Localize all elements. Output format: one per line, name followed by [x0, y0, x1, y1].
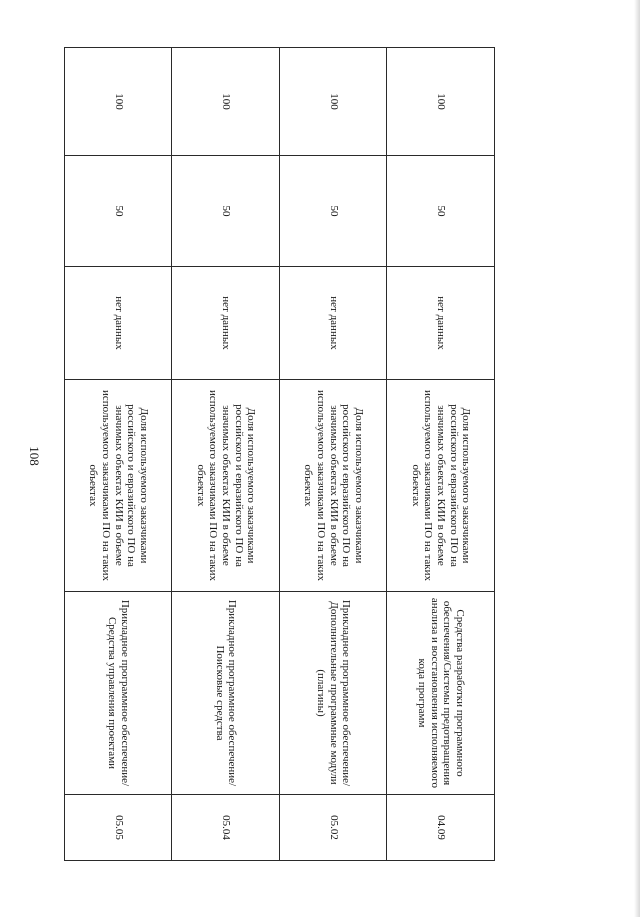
intermediate-value-cell: 50 — [172, 156, 280, 267]
software-class-cell: Прикладное программное обеспечение/Поисковые средства — [172, 592, 280, 795]
intermediate-value-cell: 50 — [65, 156, 173, 267]
class-code-cell: 05.04 — [172, 795, 280, 861]
base-value-cell: нет данных — [387, 267, 495, 380]
software-class-cell: Средства разработки программного обеспечения/Системы предотвращения анализа и восстановления исполняемого кода программ — [387, 592, 495, 795]
base-value-cell: нет данных — [172, 267, 280, 380]
class-code-cell: 05.05 — [65, 795, 173, 861]
target-value-cell: 100 — [172, 48, 280, 156]
table-row — [172, 48, 280, 861]
intermediate-value-cell: 50 — [387, 156, 495, 267]
scan-page-edge — [634, 0, 640, 917]
page-number: 108 — [27, 446, 42, 466]
table-row — [387, 48, 495, 861]
target-value-cell: 100 — [387, 48, 495, 156]
class-code-cell: 05.02 — [280, 795, 388, 861]
intermediate-value-cell: 50 — [280, 156, 388, 267]
indicator-cell: Доля используемого заказчиками российского и евразийского ПО на значимых объектах КИИ в объеме используемого заказчиками ПО на таких объектах — [172, 380, 280, 592]
target-value-cell: 100 — [65, 48, 173, 156]
table-row — [65, 48, 173, 861]
base-value-cell: нет данных — [280, 267, 388, 380]
data-table — [64, 47, 495, 861]
indicator-cell: Доля используемого заказчиками российского и евразийского ПО на значимых объектах КИИ в объеме используемого заказчиками ПО на таких объектах — [387, 380, 495, 592]
table-row — [280, 48, 388, 861]
indicator-cell: Доля используемого заказчиками российского и евразийского ПО на значимых объектах КИИ в объеме используемого заказчиками ПО на таких объектах — [65, 380, 173, 592]
indicator-cell: Доля используемого заказчиками российского и евразийского ПО на значимых объектах КИИ в объеме используемого заказчиками ПО на таких объектах — [280, 380, 388, 592]
software-class-cell: Прикладное программное обеспечение/Средства управления проектами — [65, 592, 173, 795]
software-class-cell: Прикладное программное обеспечение/Дополнительные программные модули (плагины) — [280, 592, 388, 795]
target-value-cell: 100 — [280, 48, 388, 156]
base-value-cell: нет данных — [65, 267, 173, 380]
class-code-cell: 04.09 — [387, 795, 495, 861]
